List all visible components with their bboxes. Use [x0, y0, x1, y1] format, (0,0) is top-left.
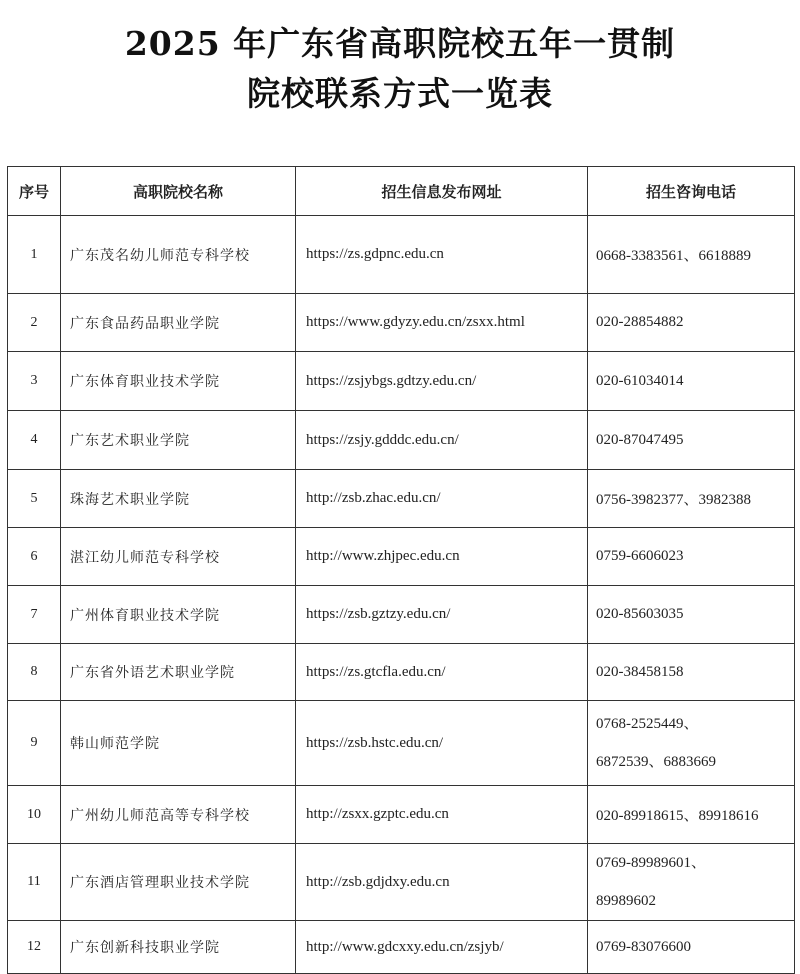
table-row: [8, 470, 795, 528]
phone-line: 020-87047495: [596, 431, 684, 448]
table-row: [8, 921, 795, 974]
consult-phone: [588, 844, 795, 921]
header-phone: 招生咨询电话: [588, 167, 795, 216]
school-name: 广东省外语艺术职业学院: [61, 644, 296, 701]
school-name: 广州幼儿师范高等专科学校: [61, 786, 296, 844]
row-index: 2: [8, 294, 61, 352]
table-row: [8, 644, 795, 701]
header-index: 序号: [8, 167, 61, 216]
phone-line: 020-85603035: [596, 606, 684, 622]
school-name: 广东酒店管理职业技术学院: [61, 844, 296, 921]
table-row: [8, 701, 795, 786]
phone-line: 0668-3383561、6618889: [596, 248, 751, 264]
admission-url: http://zsb.zhac.edu.cn/: [296, 470, 588, 528]
row-index: 3: [8, 352, 61, 411]
consult-phone: [588, 528, 795, 586]
page-title-line-2: 院校联系方式一览表: [247, 74, 553, 113]
phone-line: 020-28854882: [596, 314, 684, 330]
consult-phone: [588, 216, 795, 294]
phone-line: 0769-83076600: [596, 938, 691, 955]
school-name: 珠海艺术职业学院: [61, 470, 296, 528]
admission-url: https://zs.gtcfla.edu.cn/: [296, 644, 588, 701]
consult-phone: [588, 701, 795, 786]
consult-phone: [588, 352, 795, 411]
admission-url: https://www.gdyzy.edu.cn/zsxx.html: [296, 294, 588, 352]
consult-phone: [588, 294, 795, 352]
row-index: 8: [8, 644, 61, 701]
school-name: 广东茂名幼儿师范专科学校: [61, 216, 296, 294]
table-row: [8, 586, 795, 644]
school-name: 广州体育职业技术学院: [61, 586, 296, 644]
school-name: 广东食品药品职业学院: [61, 294, 296, 352]
phone-line: 020-61034014: [596, 372, 684, 389]
consult-phone: [588, 921, 795, 974]
school-name: 广东体育职业技术学院: [61, 352, 296, 411]
table-row: [8, 216, 795, 294]
admission-url: http://www.zhjpec.edu.cn: [296, 528, 588, 586]
school-name: 广东创新科技职业学院: [61, 921, 296, 974]
phone-line: 020-38458158: [596, 663, 684, 680]
table-row: [8, 528, 795, 586]
row-index: 12: [8, 921, 61, 974]
admission-url: https://zsb.hstc.edu.cn/: [296, 701, 588, 786]
row-index: 1: [8, 216, 61, 294]
row-index: 6: [8, 528, 61, 586]
consult-phone: [588, 786, 795, 844]
phone-line: 0756-3982377、3982388: [596, 492, 751, 508]
phone-line: 0768-2525449、: [596, 716, 699, 732]
phone-line: 020-89918615、89918616: [596, 808, 759, 824]
row-index: 4: [8, 411, 61, 470]
phone-line: 0769-89989601、: [596, 855, 706, 871]
admission-url: http://www.gdcxxy.edu.cn/zsjyb/: [296, 921, 588, 974]
table-body: [8, 216, 795, 974]
admission-url: http://zsxx.gzptc.edu.cn: [296, 786, 588, 844]
row-index: 10: [8, 786, 61, 844]
admission-url: https://zsjy.gdddc.edu.cn/: [296, 411, 588, 470]
consult-phone: [588, 411, 795, 470]
header-url: 招生信息发布网址: [296, 167, 588, 216]
school-name: 广东艺术职业学院: [61, 411, 296, 470]
admission-url: https://zsjybgs.gdtzy.edu.cn/: [296, 352, 588, 411]
admission-url: http://zsb.gdjdxy.edu.cn: [296, 844, 588, 921]
row-index: 9: [8, 701, 61, 786]
table-row: [8, 294, 795, 352]
school-name: 湛江幼儿师范专科学校: [61, 528, 296, 586]
table-row: [8, 411, 795, 470]
row-index: 7: [8, 586, 61, 644]
consult-phone: [588, 470, 795, 528]
row-index: 11: [8, 844, 61, 921]
admission-url: https://zsb.gztzy.edu.cn/: [296, 586, 588, 644]
school-name: 韩山师范学院: [61, 701, 296, 786]
contact-table: [7, 166, 795, 974]
page-title-line-1: 2025 年广东省高职院校五年一贯制: [124, 24, 676, 63]
consult-phone: [588, 586, 795, 644]
admission-url: https://zs.gdpnc.edu.cn: [296, 216, 588, 294]
consult-phone: [588, 644, 795, 701]
table-header-row: [8, 167, 795, 216]
row-index: 5: [8, 470, 61, 528]
phone-line: 6872539、6883669: [596, 754, 717, 770]
phone-line: 0759-6606023: [596, 548, 684, 564]
header-school-name: 高职院校名称: [61, 167, 296, 216]
table-row: [8, 844, 795, 921]
table-row: [8, 786, 795, 844]
table-row: [8, 352, 795, 411]
phone-line: 89989602: [596, 893, 656, 909]
